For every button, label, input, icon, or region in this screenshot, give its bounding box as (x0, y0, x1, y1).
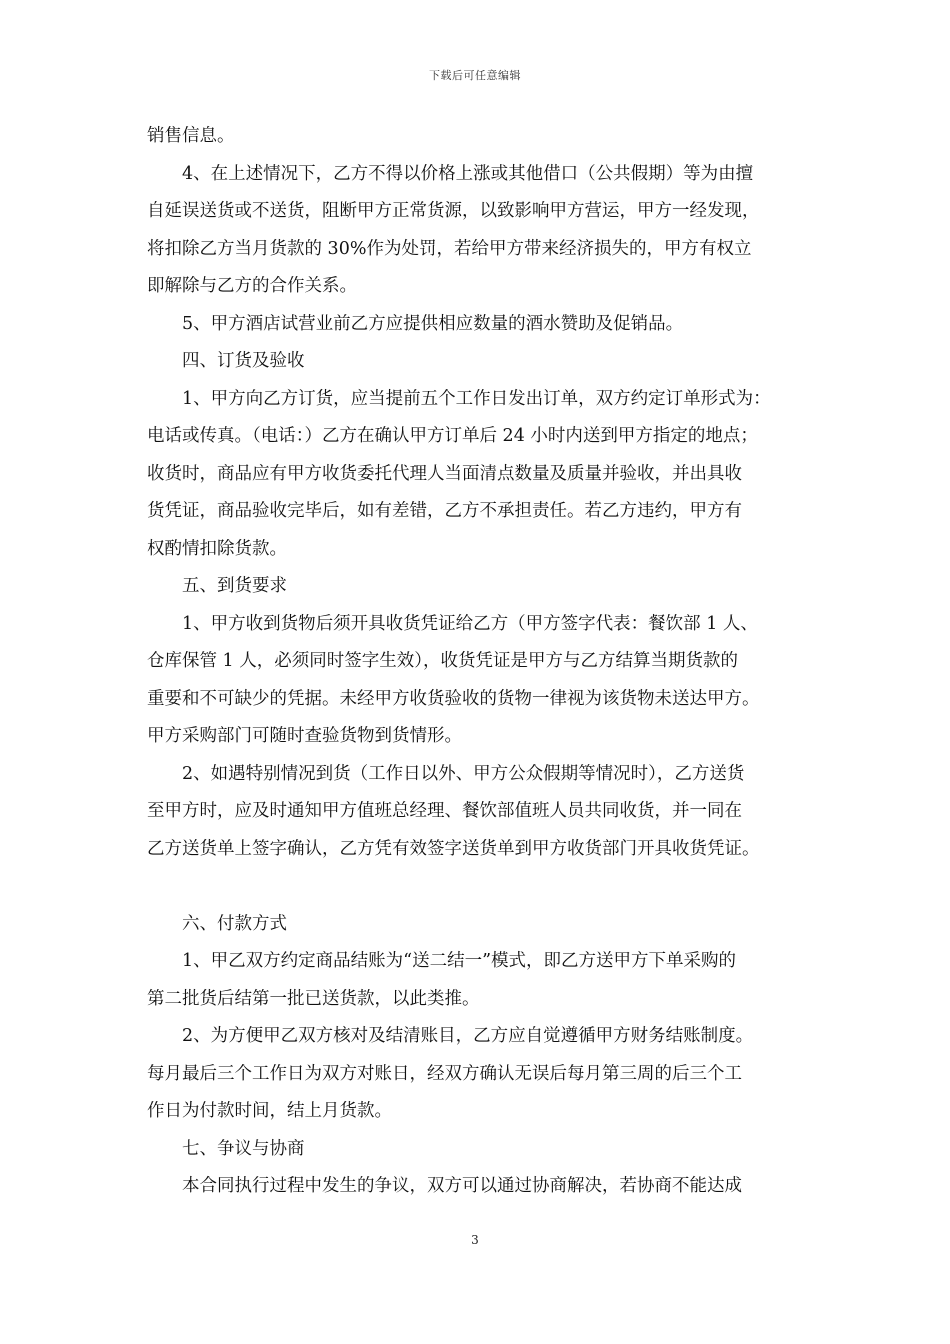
text-line: 甲方采购部门可随时查验货物到货情形。 (147, 726, 462, 746)
text-line: 每月最后三个工作日为双方对账日，经双方确认无误后每月第三周的后三个工 (147, 1063, 742, 1084)
text-line: 5、甲方酒店试营业前乙方应提供相应数量的酒水赞助及促销品。 (182, 313, 684, 334)
blank-line (147, 868, 823, 906)
text-line: 仓库保管 1 人，必须同时签字生效），收货凭证是甲方与乙方结算当期货款的 (147, 651, 739, 671)
text-line: 乙方送货单上签字确认，乙方凭有效签字送货单到甲方收货部门开具收货凭证。 (147, 838, 760, 859)
text-line: 收货时，商品应有甲方收货委托代理人当面清点数量及质量并验收，并出具收 (147, 463, 742, 484)
text-line: 1、甲乙双方约定商品结账为“送二结一”模式，即乙方送甲方下单采购的 (182, 951, 737, 971)
text-line: 2、如遇特别情况到货（工作日以外、甲方公众假期等情况时），乙方送货 (182, 763, 745, 784)
text-line: 将扣除乙方当月货款的 30%作为处罚，若给甲方带来经济损失的，甲方有权立 (147, 238, 752, 259)
text-line: 2、为方便甲乙双方核对及结清账目，乙方应自觉遵循甲方财务结账制度。 (182, 1026, 754, 1046)
text-line: 自延误送货或不送货，阻断甲方正常货源，以致影响甲方营运，甲方一经发现， (147, 201, 760, 221)
page-number: 3 (471, 1233, 479, 1247)
text-line: 七、争议与协商 (182, 1138, 305, 1159)
text-line: 1、甲方向乙方订货，应当提前五个工作日发出订单，双方约定订单形式为： (182, 388, 771, 409)
text-line: 六、付款方式 (182, 913, 287, 934)
text-line: 第二批货后结第一批已送货款，以此类推。 (147, 988, 480, 1009)
text-line: 4、在上述情况下，乙方不得以价格上涨或其他借口（公共假期）等为由擅 (182, 163, 754, 184)
contract-body (147, 118, 823, 1206)
text-line: 销售信息。 (147, 126, 235, 146)
text-line: 货凭证，商品验收完毕后，如有差错，乙方不承担责任。若乙方违约，甲方有 (147, 501, 742, 521)
text-line: 四、订货及验收 (182, 351, 305, 371)
text-line: 1、甲方收到货物后须开具收货凭证给乙方（甲方签字代表：餐饮部 1 人、 (182, 613, 758, 634)
text-line: 重要和不可缺少的凭据。未经甲方收货验收的货物一律视为该货物未送达甲方。 (147, 688, 760, 709)
text-line: 权酌情扣除货款。 (147, 538, 287, 559)
text-line: 五、到货要求 (182, 576, 287, 596)
text-line: 作日为付款时间，结上月货款。 (147, 1101, 392, 1121)
text-line: 本合同执行过程中发生的争议，双方可以通过协商解决，若协商不能达成 (182, 1176, 742, 1196)
text-line: 电话或传真。（电话：）乙方在确认甲方订单后 24 小时内送到甲方指定的地点； (147, 426, 758, 446)
text-line: 至甲方时，应及时通知甲方值班总经理、餐饮部值班人员共同收货，并一同在 (147, 801, 742, 821)
header-note: 下载后可任意编辑 (429, 69, 521, 82)
text-line: 即解除与乙方的合作关系。 (147, 276, 357, 296)
